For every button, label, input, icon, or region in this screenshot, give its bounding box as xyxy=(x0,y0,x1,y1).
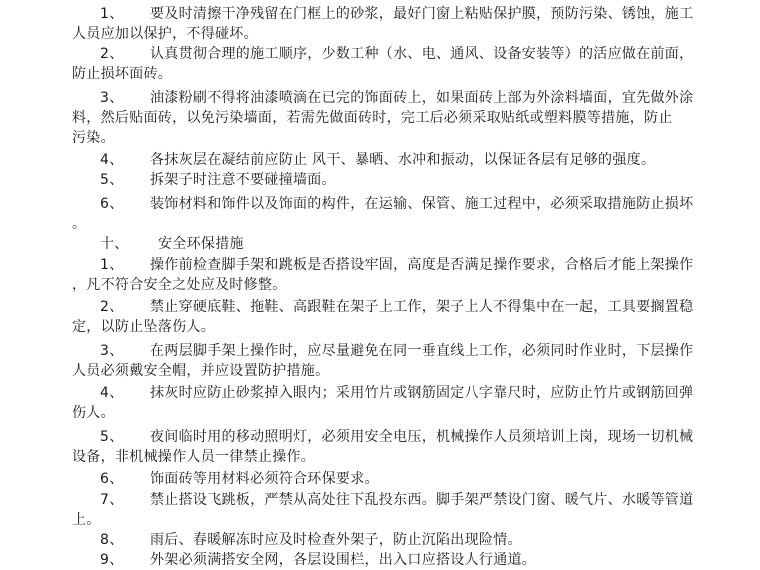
item-number: 1、 xyxy=(100,6,124,22)
section-title: 安全环保措施 xyxy=(158,236,244,252)
text-line xyxy=(72,108,702,128)
text-line xyxy=(72,194,702,214)
text-line xyxy=(72,275,702,295)
text-line xyxy=(72,550,702,570)
text-line xyxy=(72,403,702,423)
line-text: 人员应加以保护，不得碰坏。 xyxy=(72,26,258,42)
line-text: 要及时清擦干净残留在门框上的砂浆，最好门窗上粘贴保护膜，预防污染、锈蚀，施工 xyxy=(150,6,694,22)
text-line xyxy=(72,469,702,489)
text-line xyxy=(72,255,702,275)
item-number: 5、 xyxy=(100,172,124,188)
text-line xyxy=(72,4,702,24)
item-number: 3、 xyxy=(100,343,124,359)
line-text: ，凡不符合安全之处应及时修整。 xyxy=(72,277,287,293)
line-text: 。 xyxy=(72,216,87,232)
text-line xyxy=(72,317,702,337)
section-heading xyxy=(72,234,702,254)
item-number: 5、 xyxy=(100,429,124,445)
item-number: 2、 xyxy=(100,46,124,62)
text-line xyxy=(72,427,702,447)
line-text: 禁止穿硬底鞋、拖鞋、高跟鞋在架子上工作，架子上人不得集中在一起，工具要搁置稳 xyxy=(150,299,694,315)
text-line xyxy=(72,150,702,170)
line-text: 油漆粉刷不得将油漆喷滴在已完的饰面砖上，如果面砖上部为外涂料墙面，宜先做外涂 xyxy=(150,90,694,106)
line-text: 装饰材料和饰件以及饰面的构件，在运输、保管、施工过程中，必须采取措施防止损坏 xyxy=(150,196,694,212)
line-text: 上。 xyxy=(72,512,101,528)
item-number: 9、 xyxy=(100,552,124,568)
item-number: 3、 xyxy=(100,90,124,106)
line-text: 饰面砖等用材料必须符合环保要求。 xyxy=(150,471,379,487)
item-number: 2、 xyxy=(100,299,124,315)
line-text: 定，以防止坠落伤人。 xyxy=(72,319,215,335)
line-text: 拆架子时注意不要碰撞墙面。 xyxy=(150,172,336,188)
text-line xyxy=(72,297,702,317)
line-text: 防止损坏面砖。 xyxy=(72,66,173,82)
text-line xyxy=(72,490,702,510)
line-text: 抹灰时应防止砂浆掉入眼内；采用竹片或钢筋固定八字靠尺时，应防止竹片或钢筋回弹 xyxy=(150,385,694,401)
text-line xyxy=(72,88,702,108)
line-text: 伤人。 xyxy=(72,405,115,421)
text-line xyxy=(72,341,702,361)
text-line xyxy=(72,128,702,148)
section-number: 十、 xyxy=(100,236,129,252)
item-number: 4、 xyxy=(100,385,124,401)
text-line xyxy=(72,214,702,234)
text-line xyxy=(72,447,702,467)
item-number: 6、 xyxy=(100,471,124,487)
line-text: 夜间临时用的移动照明灯，必须用安全电压，机械操作人员须培训上岗，现场一切机械 xyxy=(150,429,694,445)
item-number: 1、 xyxy=(100,257,124,273)
item-number: 4、 xyxy=(100,152,124,168)
line-text: 禁止搭设飞跳板，严禁从高处往下乱投东西。脚手架严禁设门窗、暖气片、水暖等管道 xyxy=(150,492,694,508)
text-line xyxy=(72,44,702,64)
line-text: 料，然后贴面砖，以免污染墙面，若需先做面砖时，完工后必须采取贴纸或塑料膜等措施，防止 xyxy=(72,110,673,126)
item-number: 8、 xyxy=(100,532,124,548)
line-text: 在两层脚手架上操作时，应尽量避免在同一垂直线上工作，必须同时作业时，下层操作 xyxy=(150,343,694,359)
text-line xyxy=(72,361,702,381)
text-line xyxy=(72,170,702,190)
line-text: 雨后、春暖解冻时应及时检查外架子，防止沉陷出现险情。 xyxy=(150,532,522,548)
line-text: 污染。 xyxy=(72,130,115,146)
text-line xyxy=(72,24,702,44)
line-text: 外架必须满搭安全网，各层设围栏，出入口应搭设人行通道。 xyxy=(150,552,537,568)
line-text: 操作前检查脚手架和跳板是否搭设牢固，高度是否满足操作要求，合格后才能上架操作 xyxy=(150,257,694,273)
text-line xyxy=(72,383,702,403)
item-number: 7、 xyxy=(100,492,124,508)
item-number: 6、 xyxy=(100,196,124,212)
line-text: 各抹灰层在凝结前应防止 风干、暴晒、水冲和振动，以保证各层有足够的强度。 xyxy=(150,152,656,168)
line-text: 认真贯彻合理的施工顺序，少数工种（水、电、通风、设备安装等）的活应做在前面， xyxy=(150,46,694,62)
text-line xyxy=(72,64,702,84)
text-line xyxy=(72,530,702,550)
line-text: 人员必须戴安全帽，并应设置防护措施。 xyxy=(72,363,330,379)
line-text: 设备，非机械操作人员一律禁止操作。 xyxy=(72,449,316,465)
text-line xyxy=(72,510,702,530)
